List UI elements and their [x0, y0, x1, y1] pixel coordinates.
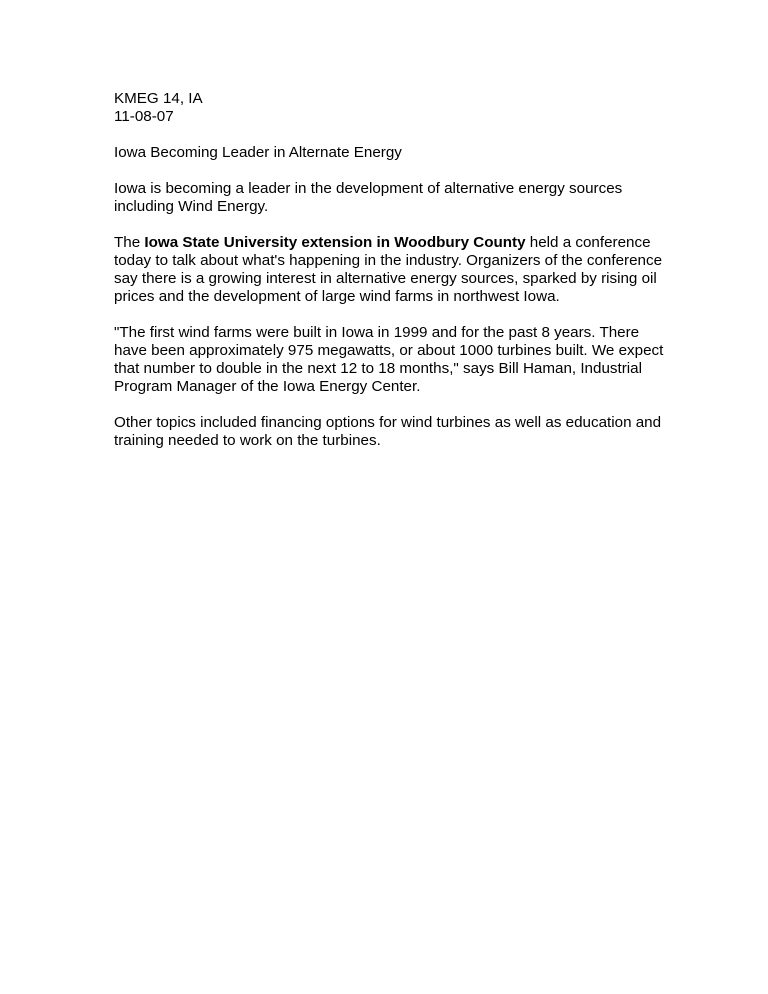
- paragraph-conference-rest: held a conference today to talk about what's happening in the industry. Organizers of the conference say there is a growing interest in alternative energy sources, sparked by rising oil prices and the development of large wind farms in northwest Iowa.: [114, 234, 663, 305]
- document-page: [114, 90, 674, 468]
- headline: Iowa Becoming Leader in Alternate Energy: [114, 144, 402, 161]
- organization-name: Iowa State University extension in Woodbury County: [144, 234, 526, 251]
- paragraph-quote: "The first wind farms were built in Iowa in 1999 and for the past 8 years. There have been approximately 975 megawatts, or about 1000 turbines built. We expect that number to double in the next 12 to 18 months," says Bill Haman, Industrial Program Manager of the Iowa Energy Center.: [114, 324, 664, 395]
- paragraph-intro: Iowa is becoming a leader in the development of alternative energy sources including Wind Energy.: [114, 180, 623, 215]
- paragraph-conference-lead: The: [114, 234, 145, 251]
- paragraph-conference: [114, 234, 674, 306]
- date-line: 11-08-07: [114, 108, 174, 125]
- station-line: KMEG 14, IA: [114, 90, 203, 107]
- paragraph-topics: Other topics included financing options for wind turbines as well as education and training needed to work on the turbines.: [114, 414, 662, 449]
